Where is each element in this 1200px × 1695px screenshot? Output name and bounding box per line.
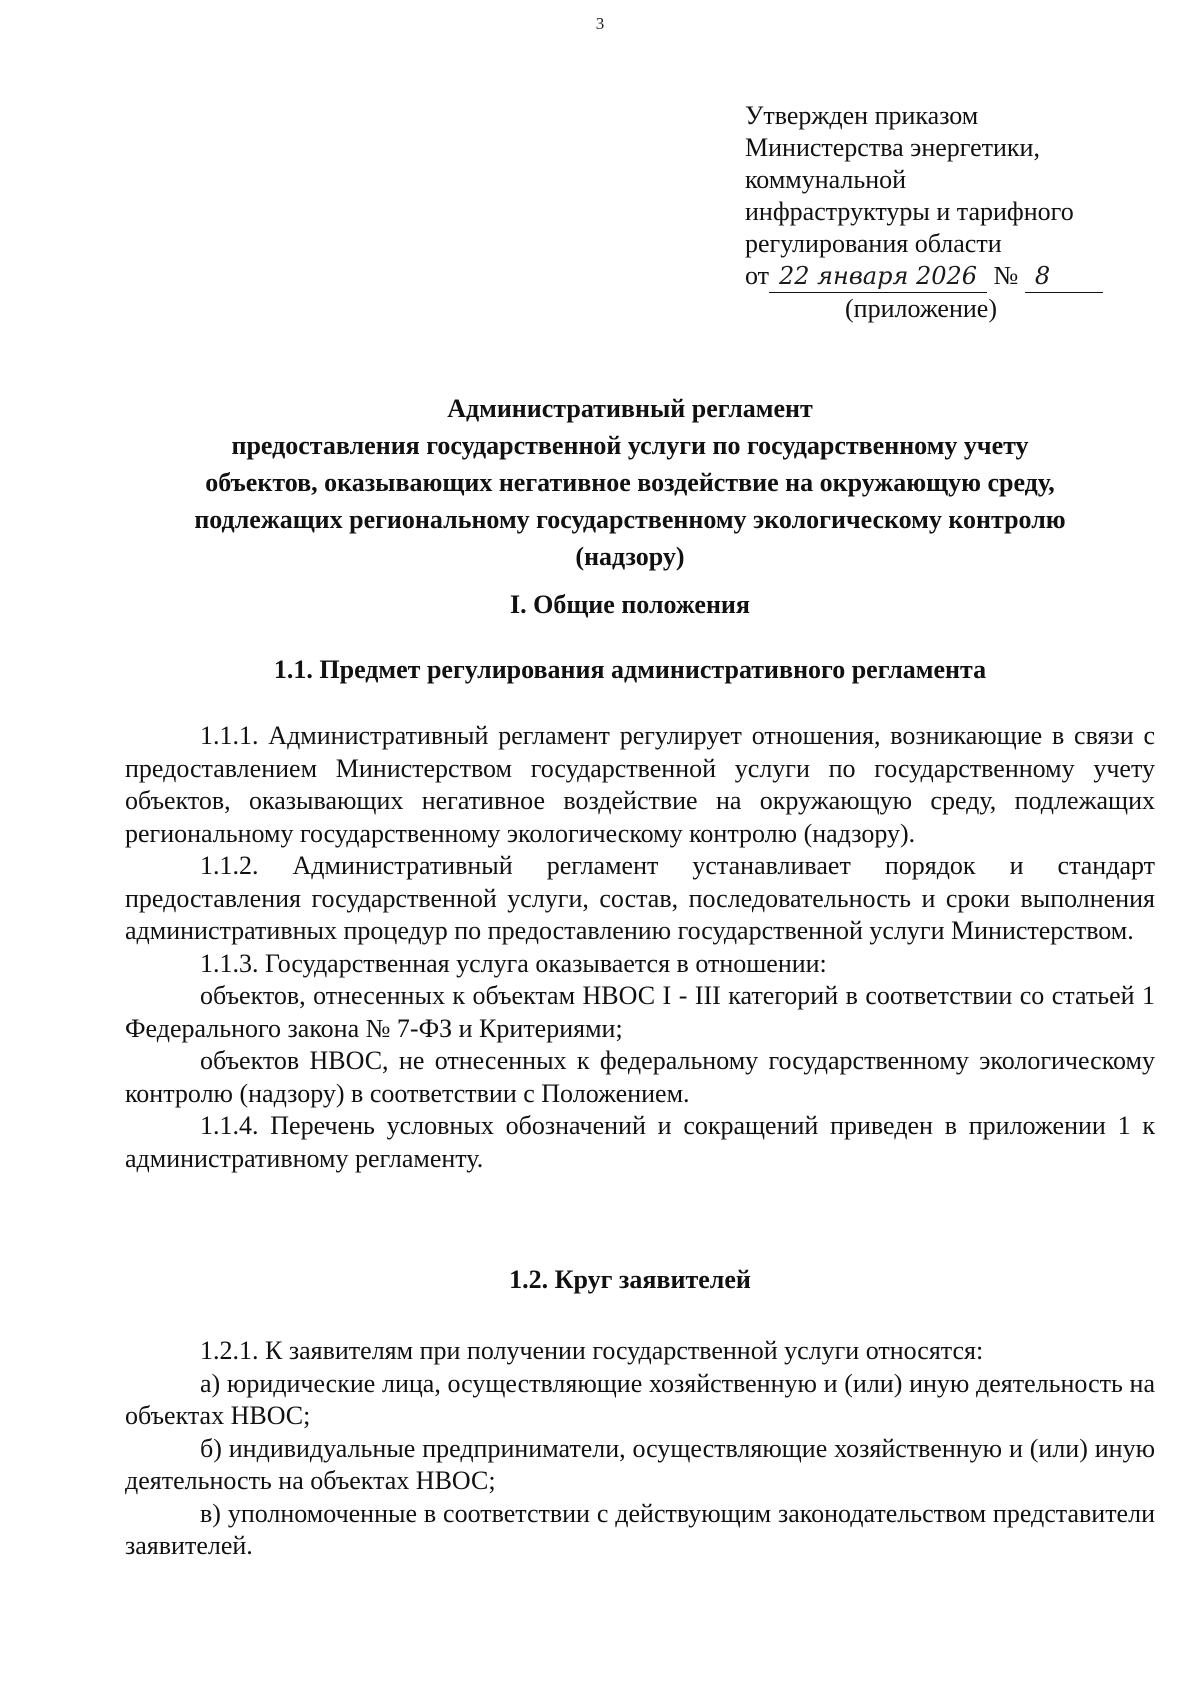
approval-stamp-block	[745, 100, 1165, 325]
approval-line-2: Министерства энергетики,	[745, 133, 1040, 162]
page-number: 3	[595, 14, 605, 33]
approval-line-4: инфраструктуры и тарифного	[745, 197, 1074, 226]
paragraph-1-1-3-a: объектов, отнесенных к объектам НВОС I - III категорий в соответствии со статьей 1 Федерального закона № 7-ФЗ и Критериями;	[125, 981, 1155, 1043]
paragraph-1-1-4: 1.1.4. Перечень условных обозначений и сокращений приведен в приложении 1 к административному регламенту.	[125, 1111, 1155, 1173]
approval-line-3: коммунальной	[745, 165, 907, 194]
date-prefix: от	[745, 261, 770, 290]
paragraph-1-2-1-c: в) уполномоченные в соответствии с действующим законодательством представители заявителей.	[125, 1498, 1155, 1560]
appendix-label: (приложение)	[845, 294, 998, 323]
title-line-3: объектов, оказывающих негативное воздействие на окружающую среду,	[205, 468, 1055, 497]
paragraph-1-1-3-b: объектов НВОС, не отнесенных к федеральному государственному экологическому контролю (надзору) в соответствии с Положением.	[125, 1046, 1155, 1108]
handwritten-date: 22 января 2026	[769, 260, 987, 293]
title-line-1: Административный регламент	[447, 394, 813, 423]
approval-date-line	[745, 260, 1165, 293]
subsection-heading-1-1: 1.1. Предмет регулирования административного регламента	[273, 655, 987, 684]
title-line-4: подлежащих региональному государственному экологическому контролю	[194, 505, 1066, 534]
subsection-1-1-body	[125, 720, 1155, 1175]
number-sign: №	[993, 261, 1019, 290]
section-heading-general: I. Общие положения	[510, 590, 750, 619]
paragraph-1-1-1: 1.1.1. Административный регламент регулирует отношения, возникающие в связи с предоставлением Министерством государственной услуги по государственному учету объектов, оказывающих негативное воздействие на окружающую среду, подлежащих региональному государственному экологическому контролю (надзору).	[125, 721, 1155, 848]
subsection-1-2-body	[125, 1335, 1155, 1563]
subsection-heading-1-2: 1.2. Круг заявителей	[509, 1265, 751, 1294]
title-line-2: предоставления государственной услуги по государственному учету	[231, 431, 1029, 460]
document-title	[140, 390, 1120, 575]
paragraph-1-2-1-a: а) юридические лица, осуществляющие хозяйственную и (или) иную деятельность на объектах НВОС;	[125, 1368, 1155, 1430]
title-line-5: (надзору)	[575, 542, 685, 571]
paragraph-1-2-1: 1.2.1. К заявителям при получении государственной услуги относятся:	[200, 1336, 984, 1365]
paragraph-1-1-2: 1.1.2. Административный регламент устанавливает порядок и стандарт предоставления государственной услуги, состав, последовательность и сроки выполнения административных процедур по предоставлению государственной услуги Министерством.	[125, 851, 1155, 945]
approval-line-5: регулирования области	[745, 229, 1002, 258]
handwritten-number: 8	[1025, 260, 1103, 293]
paragraph-1-1-3: 1.1.3. Государственная услуга оказывается в отношении:	[200, 948, 827, 978]
approval-line-1: Утвержден приказом	[745, 101, 979, 130]
paragraph-1-2-1-b: б) индивидуальные предприниматели, осуществляющие хозяйственную и (или) иную деятельность на объектах НВОС;	[125, 1433, 1155, 1495]
